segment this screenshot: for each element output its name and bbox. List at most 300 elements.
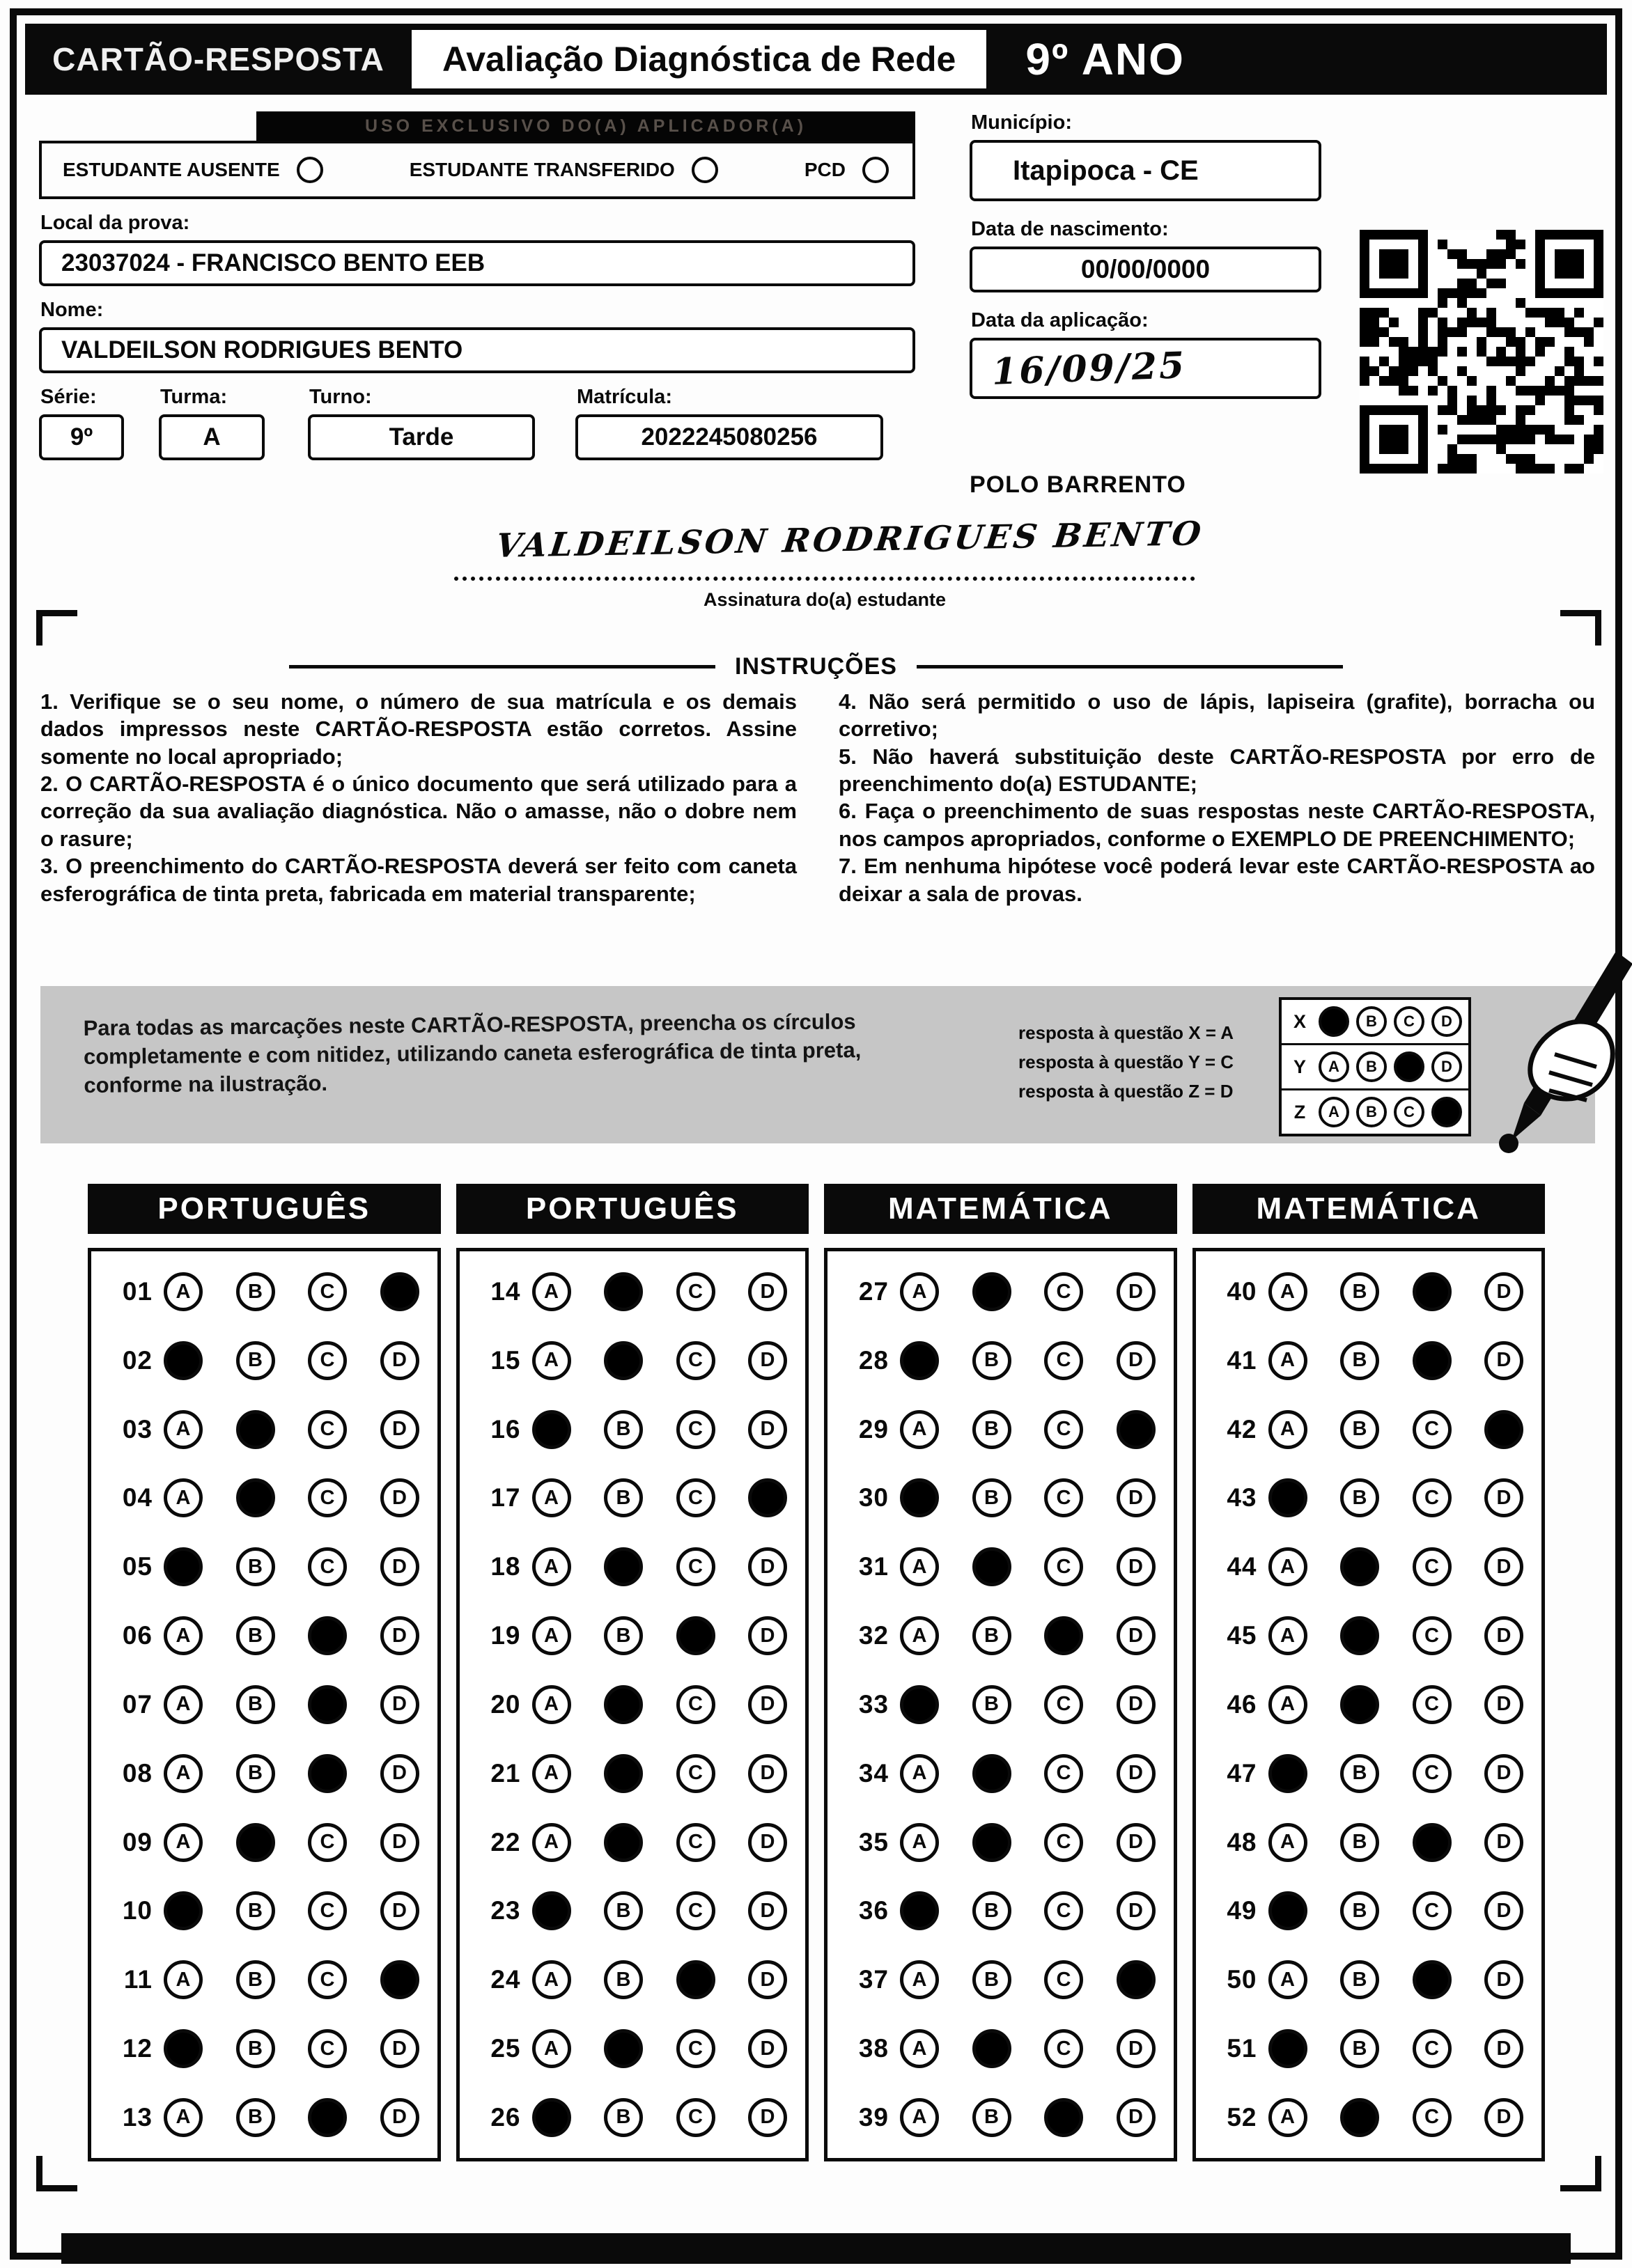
question-number: 13 — [122, 2102, 153, 2132]
bubble-d[interactable]: D — [1117, 1341, 1156, 1380]
bubble-b-filled[interactable] — [972, 1272, 1011, 1311]
bubble-a[interactable]: A — [900, 1272, 939, 1311]
bubble-d[interactable]: D — [748, 1547, 787, 1586]
bubble-b-filled[interactable] — [604, 1823, 643, 1862]
answer-column — [824, 1184, 1177, 2161]
bubble-d[interactable]: D — [1484, 1823, 1523, 1862]
bubble-d[interactable]: D — [380, 1823, 419, 1862]
option-bubbles — [900, 1960, 1156, 1999]
question-row — [846, 2098, 1156, 2137]
option-bubbles — [532, 2098, 788, 2137]
bottom-timing-bar — [61, 2233, 1571, 2264]
bubble-a[interactable]: A — [1268, 2098, 1307, 2137]
bubble-a-filled[interactable] — [900, 1685, 939, 1724]
bubble-b[interactable]: B — [1340, 1823, 1379, 1862]
option-bubbles — [1268, 1478, 1524, 1517]
municipio-value: Itapipoca - CE — [1013, 155, 1199, 186]
bubble-b[interactable]: B — [1340, 1478, 1379, 1517]
corner-bracket-top-right — [1560, 610, 1601, 646]
bubble-d-filled[interactable] — [380, 1272, 419, 1311]
option-bubbles — [164, 1478, 419, 1517]
bubble-a[interactable]: A — [532, 2029, 571, 2068]
bubble-c[interactable]: C — [308, 1891, 347, 1930]
example-row-label: X — [1293, 1010, 1306, 1032]
bubble-b[interactable]: B — [236, 1754, 275, 1793]
bubble-b-filled[interactable] — [604, 1272, 643, 1311]
question-row — [1214, 1410, 1524, 1449]
bubble-d[interactable]: D — [380, 2029, 419, 2068]
bubble-d[interactable]: D — [1484, 1685, 1523, 1724]
question-row — [1214, 1754, 1524, 1793]
bubble-c[interactable]: C — [1413, 1891, 1452, 1930]
bubble-d-filled[interactable] — [380, 1960, 419, 1999]
question-number: 50 — [1227, 1965, 1257, 1994]
question-number: 41 — [1227, 1345, 1257, 1375]
bubble-b[interactable]: B — [972, 1341, 1011, 1380]
nascimento-label: Data de nascimento: — [971, 218, 1169, 240]
bubble-a[interactable]: A — [1268, 1272, 1307, 1311]
checkbox-label-ausente: ESTUDANTE AUSENTE — [63, 159, 280, 180]
question-number: 17 — [490, 1483, 521, 1512]
bubble-d[interactable]: D — [1484, 1891, 1523, 1930]
bubble-a-filled[interactable] — [164, 1341, 203, 1380]
bubble-d[interactable]: D — [380, 2098, 419, 2137]
bubble-b-filled[interactable] — [1340, 2098, 1379, 2137]
bubble-b[interactable]: B — [236, 1341, 275, 1380]
bubble-d[interactable]: D — [380, 1410, 419, 1449]
bubble-c[interactable]: C — [1413, 2098, 1452, 2137]
bubble-a-filled[interactable] — [532, 2098, 571, 2137]
bubble-c[interactable]: C — [676, 2029, 715, 2068]
bubble-c[interactable]: C — [1413, 1410, 1452, 1449]
bubble-c[interactable]: C — [1044, 1823, 1083, 1862]
bubble-d[interactable]: D — [748, 1410, 787, 1449]
bubble-c-filled[interactable] — [308, 1685, 347, 1724]
option-bubbles — [532, 1478, 788, 1517]
bubble-b[interactable]: B — [1340, 1341, 1379, 1380]
question-row — [1214, 1823, 1524, 1862]
bubble-c[interactable]: C — [1044, 1685, 1083, 1724]
bubble-d-filled[interactable] — [1117, 1960, 1156, 1999]
bubble-d[interactable]: D — [380, 1685, 419, 1724]
bubble-d[interactable]: D — [380, 1547, 419, 1586]
bubble-a-filled[interactable] — [532, 1410, 571, 1449]
bubble-d[interactable]: D — [380, 1891, 419, 1930]
question-number: 03 — [122, 1414, 153, 1444]
bubble-d[interactable]: D — [748, 1754, 787, 1793]
bubble-d[interactable]: D — [1484, 2098, 1523, 2137]
question-number: 33 — [858, 1689, 889, 1719]
option-bubbles — [1268, 1410, 1524, 1449]
bubble-d[interactable]: D — [748, 1616, 787, 1655]
bubble-c[interactable]: C — [308, 1478, 347, 1517]
bubble-c[interactable]: C — [1044, 1547, 1083, 1586]
bubble-b-filled[interactable] — [236, 1410, 275, 1449]
bubble-c[interactable]: C — [1413, 1478, 1452, 1517]
bubble-a[interactable]: A — [1268, 1547, 1307, 1586]
bubble-c-filled[interactable] — [1044, 2098, 1083, 2137]
bubble-b-filled[interactable] — [604, 1341, 643, 1380]
bubble-c[interactable]: C — [1413, 2029, 1452, 2068]
bubble-c-filled[interactable] — [676, 1960, 715, 1999]
bubble-b[interactable]: B — [972, 1891, 1011, 1930]
question-number: 35 — [858, 1827, 889, 1856]
question-row — [1214, 1685, 1524, 1724]
bubble-d[interactable]: D — [1117, 1754, 1156, 1793]
bubble-a[interactable]: A — [532, 1823, 571, 1862]
grade-label: 9º ANO — [1025, 34, 1185, 84]
question-row — [478, 1272, 788, 1311]
bubble-c[interactable]: C — [308, 1547, 347, 1586]
bubble-d[interactable]: D — [1117, 1616, 1156, 1655]
bubble-b[interactable]: B — [236, 1685, 275, 1724]
question-row — [846, 1478, 1156, 1517]
bubble-d[interactable]: D — [380, 1478, 419, 1517]
bubble-a[interactable]: A — [532, 1478, 571, 1517]
bubble-c-filled[interactable] — [308, 1754, 347, 1793]
question-number: 01 — [122, 1277, 153, 1306]
bubble-c[interactable]: C — [1413, 1547, 1452, 1586]
instructions-header — [0, 653, 1632, 680]
option-bubbles — [900, 1754, 1156, 1793]
question-number: 23 — [490, 1896, 521, 1925]
bubble-a[interactable]: A — [532, 1341, 571, 1380]
question-row — [478, 1891, 788, 1930]
bubble-c[interactable]: C — [308, 1960, 347, 1999]
bubble-c[interactable]: C — [308, 1410, 347, 1449]
bubble-c[interactable]: C — [676, 2098, 715, 2137]
bubble-b[interactable]: B — [604, 1891, 643, 1930]
bubble-a[interactable]: A — [900, 2098, 939, 2137]
question-row — [1214, 1616, 1524, 1655]
bubble-a-filled[interactable] — [1268, 1891, 1307, 1930]
class-info-row — [39, 373, 915, 460]
question-row — [1214, 1891, 1524, 1930]
bubble-d[interactable]: D — [1484, 1616, 1523, 1655]
instructions-left-column — [40, 688, 797, 907]
instruction-item-7: 7. Em nenhuma hipótese você poderá levar este CARTÃO-RESPOSTA ao deixar a sala de provas. — [839, 854, 1595, 906]
bubble-b-filled[interactable] — [972, 2029, 1011, 2068]
bubble-d-filled[interactable] — [748, 1478, 787, 1517]
bubble-b[interactable]: B — [972, 2098, 1011, 2137]
bubble-c-filled[interactable] — [308, 2098, 347, 2137]
bubble-a-filled[interactable] — [1268, 1754, 1307, 1793]
bubble-b-filled[interactable] — [236, 1478, 275, 1517]
bubble-b[interactable]: B — [236, 1960, 275, 1999]
nascimento-value: 00/00/0000 — [1080, 255, 1211, 283]
instruction-item-5: 5. Não haverá substituição deste CARTÃO-RESPOSTA por erro de preenchimento do(a) ESTUDANTE; — [839, 744, 1595, 797]
question-row — [109, 1685, 419, 1724]
bubble-d-filled[interactable] — [1117, 1410, 1156, 1449]
bubble-a[interactable]: A — [532, 1616, 571, 1655]
bubble-b[interactable]: B — [972, 1616, 1011, 1655]
bubble-b[interactable]: B — [236, 1272, 275, 1311]
bubble-b-filled[interactable] — [604, 2029, 643, 2068]
bubble-b[interactable]: B — [972, 1410, 1011, 1449]
aplicacao-handwritten-value: 16/09/25 — [991, 343, 1188, 393]
bubble-b[interactable]: B — [972, 1685, 1011, 1724]
bubble-b-filled[interactable] — [972, 1547, 1011, 1586]
example-bubble-d: D — [1431, 1006, 1462, 1037]
bubble-b[interactable]: B — [236, 1547, 275, 1586]
bubble-a[interactable]: A — [1268, 1410, 1307, 1449]
bubble-b-filled[interactable] — [604, 1754, 643, 1793]
bubble-d[interactable]: D — [748, 1960, 787, 1999]
question-row — [846, 1272, 1156, 1311]
question-number: 04 — [122, 1483, 153, 1512]
bubble-a[interactable]: A — [900, 1754, 939, 1793]
bubble-a[interactable]: A — [164, 1960, 203, 1999]
bubble-c[interactable]: C — [1413, 1616, 1452, 1655]
bubble-c-filled[interactable] — [676, 1616, 715, 1655]
bubble-a[interactable]: A — [164, 1823, 203, 1862]
bubble-a-filled[interactable] — [532, 1891, 571, 1930]
bubble-b[interactable]: B — [236, 2098, 275, 2137]
instruction-item-4: 4. Não será permitido o uso de lápis, lapiseira (grafite), borracha ou corretivo; — [839, 689, 1595, 742]
bubble-c[interactable]: C — [1044, 1410, 1083, 1449]
nascimento-field — [970, 247, 1321, 292]
option-bubbles — [1268, 1341, 1524, 1380]
bubble-b-filled[interactable] — [604, 1547, 643, 1586]
transferido-circle[interactable] — [692, 157, 718, 183]
bubble-d[interactable]: D — [748, 1685, 787, 1724]
option-bubbles — [1268, 1272, 1524, 1311]
question-row — [1214, 1341, 1524, 1380]
bubble-c[interactable]: C — [676, 1754, 715, 1793]
bubble-a[interactable]: A — [1268, 1341, 1307, 1380]
bubble-b[interactable]: B — [604, 1410, 643, 1449]
question-number: 05 — [122, 1552, 153, 1581]
bubble-c[interactable]: C — [308, 2029, 347, 2068]
bubble-a-filled[interactable] — [1268, 2029, 1307, 2068]
bubble-d[interactable]: D — [748, 1891, 787, 1930]
bubble-c[interactable]: C — [1044, 1754, 1083, 1793]
bubble-b[interactable]: B — [1340, 2029, 1379, 2068]
bubble-a[interactable]: A — [900, 1547, 939, 1586]
bubble-b-filled[interactable] — [1340, 1685, 1379, 1724]
bubble-c[interactable]: C — [1044, 1891, 1083, 1930]
bubble-d[interactable]: D — [1117, 1891, 1156, 1930]
bubble-d[interactable]: D — [1484, 1478, 1523, 1517]
bubble-c[interactable]: C — [676, 1410, 715, 1449]
bubble-d-filled[interactable] — [1484, 1410, 1523, 1449]
bubble-a-filled[interactable] — [1268, 1478, 1307, 1517]
nome-value: VALDEILSON RODRIGUES BENTO — [61, 336, 463, 363]
ausente-circle[interactable] — [297, 157, 323, 183]
bubble-a[interactable]: A — [164, 1754, 203, 1793]
bubble-a[interactable]: A — [532, 1754, 571, 1793]
bubble-c[interactable]: C — [1044, 1960, 1083, 1999]
bubble-d[interactable]: D — [748, 1341, 787, 1380]
bubble-b[interactable]: B — [972, 1960, 1011, 1999]
bubble-c[interactable]: C — [1044, 1272, 1083, 1311]
question-number: 12 — [122, 2034, 153, 2063]
bubble-b[interactable]: B — [1340, 1272, 1379, 1311]
bubble-a[interactable]: A — [164, 1478, 203, 1517]
bubble-b-filled[interactable] — [604, 1685, 643, 1724]
bubble-a-filled[interactable] — [900, 1341, 939, 1380]
bubble-a[interactable]: A — [164, 1272, 203, 1311]
bubble-b[interactable]: B — [1340, 1891, 1379, 1930]
bubble-a[interactable]: A — [532, 1547, 571, 1586]
bubble-b-filled[interactable] — [972, 1823, 1011, 1862]
answer-box — [88, 1248, 441, 2161]
bubble-c-filled[interactable] — [1413, 1272, 1452, 1311]
bubble-c[interactable]: C — [676, 1891, 715, 1930]
bubble-d[interactable]: D — [1117, 1685, 1156, 1724]
bubble-b[interactable]: B — [1340, 1960, 1379, 1999]
question-row — [1214, 2098, 1524, 2137]
bubble-a[interactable]: A — [1268, 1823, 1307, 1862]
question-row — [109, 1478, 419, 1517]
question-number: 32 — [858, 1621, 889, 1650]
option-bubbles — [532, 1410, 788, 1449]
bubble-c[interactable]: C — [308, 1341, 347, 1380]
option-bubbles — [900, 2029, 1156, 2068]
bubble-a[interactable]: A — [164, 1410, 203, 1449]
option-bubbles — [900, 1547, 1156, 1586]
question-number: 42 — [1227, 1414, 1257, 1444]
example-bubble-b: B — [1356, 1051, 1387, 1082]
bubble-c[interactable]: C — [308, 1272, 347, 1311]
bubble-b-filled[interactable] — [972, 1754, 1011, 1793]
question-row — [846, 1960, 1156, 1999]
bubble-c[interactable]: C — [676, 1272, 715, 1311]
bubble-d[interactable]: D — [1117, 1478, 1156, 1517]
question-number: 14 — [490, 1277, 521, 1306]
bubble-d[interactable]: D — [1117, 1272, 1156, 1311]
bubble-a[interactable]: A — [900, 1960, 939, 1999]
bubble-b[interactable]: B — [604, 1960, 643, 1999]
bubble-a[interactable]: A — [532, 1960, 571, 1999]
option-bubbles — [164, 1823, 419, 1862]
question-row — [846, 1410, 1156, 1449]
question-row — [1214, 1960, 1524, 1999]
bubble-d[interactable]: D — [380, 1754, 419, 1793]
bubble-b[interactable]: B — [604, 1478, 643, 1517]
bubble-a-filled[interactable] — [164, 1547, 203, 1586]
municipio-field — [970, 140, 1321, 201]
bubble-d[interactable]: D — [1117, 2029, 1156, 2068]
bubble-d[interactable]: D — [1117, 1823, 1156, 1862]
bubble-b[interactable]: B — [236, 1891, 275, 1930]
question-number: 45 — [1227, 1621, 1257, 1650]
bubble-d[interactable]: D — [1484, 2029, 1523, 2068]
question-row — [1214, 1272, 1524, 1311]
bubble-b[interactable]: B — [604, 2098, 643, 2137]
bubble-a-filled[interactable] — [900, 1478, 939, 1517]
bubble-a[interactable]: A — [1268, 1685, 1307, 1724]
bubble-b[interactable]: B — [236, 2029, 275, 2068]
answer-box — [824, 1248, 1177, 2161]
signature-handwritten: VALDEILSON RODRIGUES BENTO — [493, 515, 1206, 565]
bubble-d[interactable]: D — [380, 1341, 419, 1380]
question-number: 18 — [490, 1552, 521, 1581]
bubble-c-filled[interactable] — [1413, 1341, 1452, 1380]
bubble-b-filled[interactable] — [236, 1823, 275, 1862]
bubble-c[interactable]: C — [1044, 1478, 1083, 1517]
question-row — [846, 2029, 1156, 2068]
bubble-d[interactable]: D — [1484, 1754, 1523, 1793]
corner-bracket-bottom-left — [36, 2156, 77, 2191]
option-bubbles — [1268, 2098, 1524, 2137]
pcd-circle[interactable] — [862, 157, 889, 183]
bubble-b-filled[interactable] — [1340, 1547, 1379, 1586]
bubble-c[interactable]: C — [1413, 1754, 1452, 1793]
bubble-b[interactable]: B — [604, 1616, 643, 1655]
bubble-d[interactable]: D — [1484, 1341, 1523, 1380]
bubble-a[interactable]: A — [532, 1685, 571, 1724]
question-row — [846, 1547, 1156, 1586]
serie-group — [39, 373, 124, 460]
example-caption-x: resposta à questão X = A — [1018, 1022, 1234, 1043]
option-bubbles — [1268, 1616, 1524, 1655]
turno-field — [308, 414, 535, 460]
bubble-d[interactable]: D — [1117, 1547, 1156, 1586]
bubble-d[interactable]: D — [1484, 1960, 1523, 1999]
aplicacao-label: Data da aplicação: — [971, 309, 1149, 331]
bubble-c[interactable]: C — [676, 1478, 715, 1517]
bubble-b[interactable]: B — [1340, 1754, 1379, 1793]
bubble-c[interactable]: C — [308, 1823, 347, 1862]
bubble-c[interactable]: C — [1044, 2029, 1083, 2068]
bubble-c-filled[interactable] — [1044, 1616, 1083, 1655]
bubble-b[interactable]: B — [972, 1478, 1011, 1517]
bubble-d[interactable]: D — [1484, 1547, 1523, 1586]
bubble-c[interactable]: C — [1044, 1341, 1083, 1380]
bubble-d[interactable]: D — [380, 1616, 419, 1655]
bubble-b[interactable]: B — [1340, 1410, 1379, 1449]
bubble-a-filled[interactable] — [164, 1891, 203, 1930]
bubble-d[interactable]: D — [1117, 2098, 1156, 2137]
bubble-a-filled[interactable] — [900, 1891, 939, 1930]
bubble-a[interactable]: A — [900, 2029, 939, 2068]
bubble-c-filled[interactable] — [1413, 1823, 1452, 1862]
bubble-a[interactable]: A — [900, 1823, 939, 1862]
option-bubbles — [900, 1410, 1156, 1449]
bubble-b-filled[interactable] — [1340, 1616, 1379, 1655]
bubble-a[interactable]: A — [900, 1410, 939, 1449]
corner-bracket-bottom-right — [1560, 2156, 1601, 2191]
bubble-d[interactable]: D — [1484, 1272, 1523, 1311]
option-bubbles — [900, 1891, 1156, 1930]
polo-label: POLO BARRENTO — [970, 471, 1186, 498]
example-bubble-a: A — [1319, 1097, 1349, 1127]
bubble-b[interactable]: B — [236, 1616, 275, 1655]
matricula-group — [575, 373, 883, 460]
bubble-a-filled[interactable] — [164, 2029, 203, 2068]
bubble-a[interactable]: A — [1268, 1616, 1307, 1655]
bubble-a[interactable]: A — [900, 1616, 939, 1655]
bubble-d[interactable]: D — [748, 2029, 787, 2068]
bubble-a[interactable]: A — [164, 1685, 203, 1724]
bubble-c[interactable]: C — [676, 1823, 715, 1862]
bubble-d[interactable]: D — [748, 2098, 787, 2137]
bubble-c[interactable]: C — [676, 1685, 715, 1724]
bubble-c-filled[interactable] — [308, 1616, 347, 1655]
bubble-c[interactable]: C — [1413, 1685, 1452, 1724]
bubble-a[interactable]: A — [1268, 1960, 1307, 1999]
bubble-a[interactable]: A — [164, 2098, 203, 2137]
bubble-d[interactable]: D — [748, 1272, 787, 1311]
bubble-c[interactable]: C — [676, 1547, 715, 1586]
bubble-d[interactable]: D — [748, 1823, 787, 1862]
option-bubbles — [164, 1891, 419, 1930]
bubble-a[interactable]: A — [532, 1272, 571, 1311]
bubble-a[interactable]: A — [164, 1616, 203, 1655]
bubble-c-filled[interactable] — [1413, 1960, 1452, 1999]
bubble-c[interactable]: C — [676, 1341, 715, 1380]
